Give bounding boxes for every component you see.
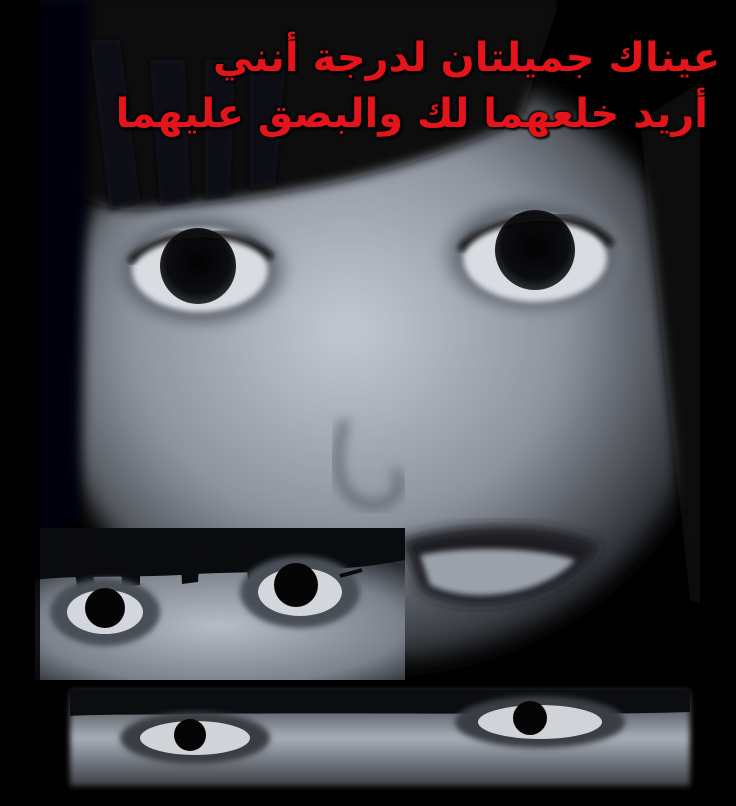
caption-line-2: أريد خلعهما لك والبصق عليهما [115, 91, 708, 137]
right-eye [440, 195, 630, 315]
caption-line-1: عيناك جميلتان لدرجة أنني [213, 35, 720, 81]
arabic-caption [115, 30, 720, 142]
left-eye [110, 212, 290, 328]
inset-face-panel [35, 528, 405, 680]
left-edge-shade [0, 0, 40, 806]
eye-strip-panel [0, 682, 736, 806]
